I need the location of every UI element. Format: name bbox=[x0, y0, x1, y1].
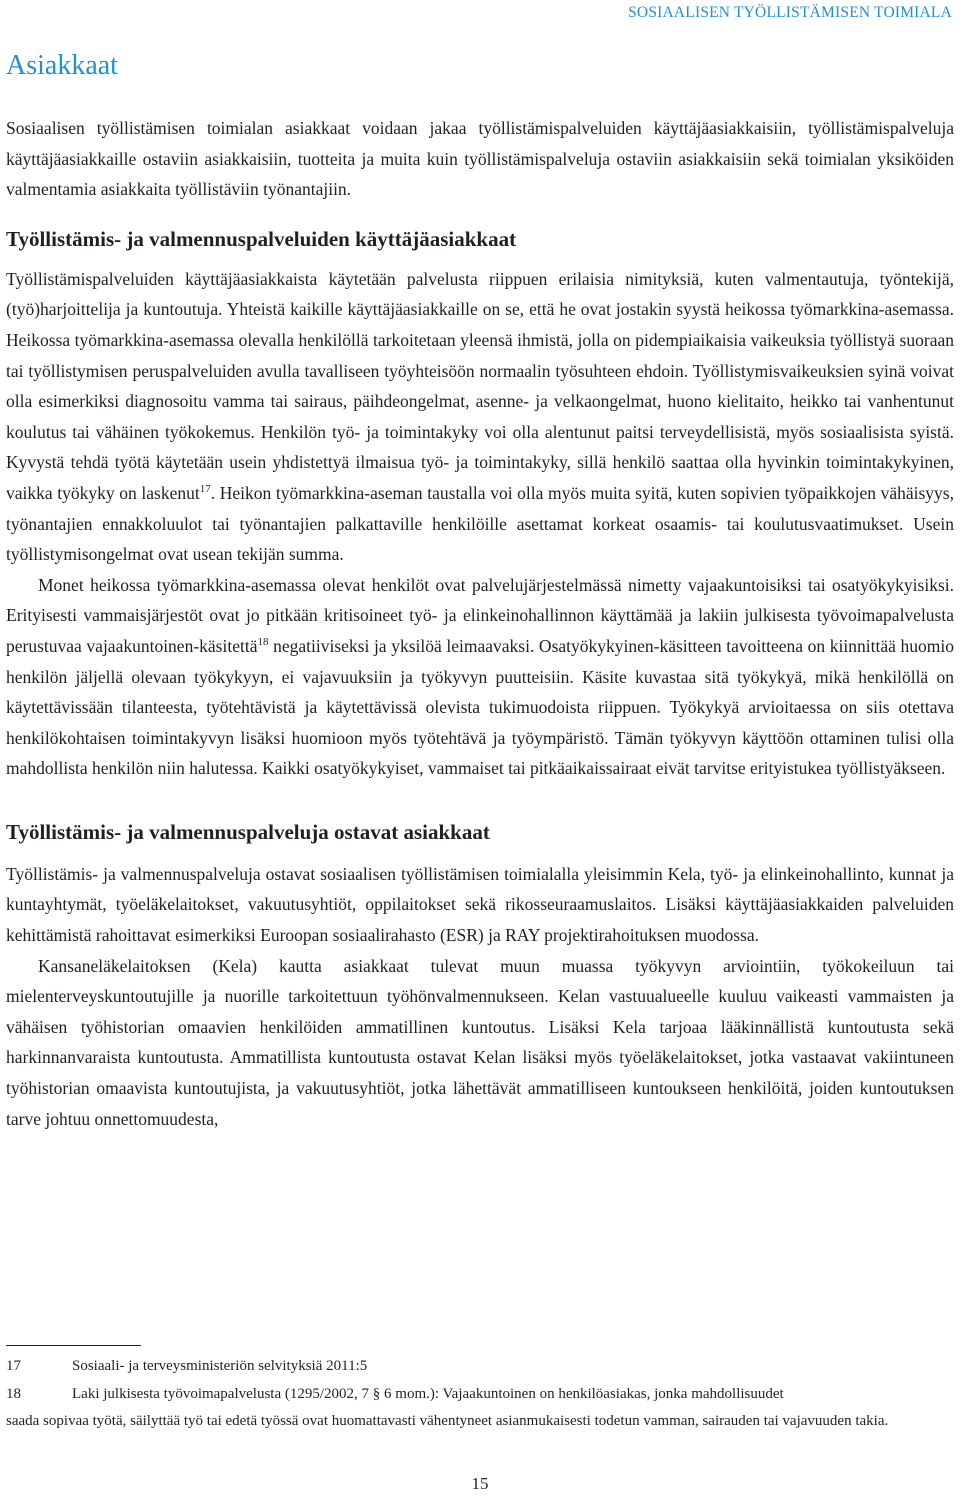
footnote-18 bbox=[6, 1381, 954, 1409]
footnotes bbox=[6, 1353, 954, 1436]
main-content bbox=[6, 113, 954, 1134]
intro-paragraph: Sosiaalisen työllistämisen toimialan asiakkaat voidaan jakaa työllistämispalveluiden käyttäjäasiakkaisiin, työllistämispalveluja käyttäjäasiakkaille ostaviin asiakkaisiin, tuotteita ja muita kuin työllistämispalveluja ostaviin asiakkaisiin sekä toimialan yksiköiden valmentamia asiakkaita työllistäviin työnantajiin. bbox=[6, 118, 954, 200]
section-heading-buying-customers: Työllistämis- ja valmennuspalveluja ostavat asiakkaat bbox=[6, 819, 490, 844]
running-header: SOSIAALISEN TYÖLLISTÄMISEN TOIMIALA bbox=[628, 4, 952, 21]
paragraph-text: Työllistämispalveluiden käyttäjäasiakkaista käytetään palvelusta riippuen erilaisia nimityksiä, kuten valmentautuja, työntekijä, (työ)harjoittelija ja kuntoutuja. Yhteistä kaikille käyttäjäasiakkaille on se, että he ovat jostakin syystä heikossa työmarkkina-asemassa. Heikossa työmarkkina-asemassa olevalla henkilöllä tarkoitetaan yleensä ihmistä, jolla on pidempiaikaisia vaikeuksia työllistyä suoraan tai työllistymisen peruspalveluiden avulla tavalliseen työyhteisöön normaalin työsuhteen ehdoin. Työllistymisvaikeuksien syinä voivat olla esimerkiksi diagnosoitu vamma tai sairaus, päihdeongelmat, asenne- ja velkaongelmat, huono kielitaito, heikko tai vanhentunut koulutus tai vähäinen työkokemus. Henkilön työ- ja toimintakyky voi olla alentunut paitsi terveydellisistä, myös sosiaalisista syistä. Kyvystä tehdä työtä käytetään usein yhdistettyä ilmaisua työ- ja toimintakyky, sillä henkilö saattaa olla hyvinkin toimintakykyinen, vaikka työkyky on laskenut bbox=[6, 268, 954, 503]
section-heading-user-customers: Työllistämis- ja valmennuspalveluiden käyttäjäasiakkaat bbox=[6, 226, 517, 251]
paragraph-text: . Heikon työmarkkina-aseman taustalla voi olla myös muita syitä, kuten sopivien työpaikkojen vähäisyys, työnantajien ennakkoluulot tai työnantajien palkattaville henkilöille asettamat korkeat osaamis- tai koulutusvaatimukset. Usein työllistymisongelmat ovat usean tekijän summa. bbox=[6, 482, 954, 565]
footnote-18-continuation: saada sopivaa työtä, säilyttää työ tai edetä työssä ovat huomattavasti vähentyneet asianmukaisesti todetun vamman, sairauden tai vajavuuden takia. bbox=[6, 1413, 889, 1429]
chapter-title: Asiakkaat bbox=[6, 50, 118, 81]
paragraph-text: negatiiviseksi ja yksilöä leimaavaksi. Osatyökykyinen-käsitteen tavoitteena on kiinnittää huomio henkilön jäljellä olevaan työkykyyn, ei vajavuuksiin ja työkyvyn puutteisiin. Käsite kuvastaa sitä työkykyä, mikä henkilöllä on käytettävissään tilanteesta, työtehtävistä ja käytettävissä olevista tukimuodoista riippuen. Työkykyä arvioitaessa on siis otettava henkilökohtaisen toimintakyvyn lisäksi huomioon myös työtehtävä ja työympäristö. Tämän työkyvyn käyttöön ottaminen tulisi olla mahdollista henkilön niin halutessa. Kaikki osatyökykyiset, vammaiset tai pitkäaikaissairaat eivät tarvitse erityistukea työllistyäkseen. bbox=[6, 635, 954, 779]
footnote-text: Laki julkisesta työvoimapalvelusta (1295/2002, 7 § 6 mom.): Vajaakuntoinen on henkilöasiakas, jonka mahdollisuudet bbox=[72, 1385, 784, 1402]
footnote-ref-17[interactable]: 17 bbox=[199, 482, 211, 495]
footnote-ref-18[interactable]: 18 bbox=[257, 635, 269, 648]
page-number: 15 bbox=[471, 1474, 489, 1493]
paragraph-text: Monet heikossa työmarkkina-asemassa olevat henkilöt ovat palvelujärjestelmässä nimetty vajaakuntoisiksi tai osatyökykyisiksi. Erityisesti vammaisjärjestöt ovat jo pitkään kritisoineet työ- ja elinkeinohallinnon käyttämää ja lakiin julkisesta työvoimapalvelusta perustuvaa vajaakuntoinen-käsitettä bbox=[6, 574, 954, 656]
footnote-17 bbox=[6, 1353, 954, 1381]
section2-paragraph-1: Työllistämis- ja valmennuspalveluja ostavat sosiaalisen työllistämisen toimialalla yleisimmin Kela, työ- ja elinkeinohallinto, kunnat ja kuntayhtymät, työeläkelaitokset, vakuutusyhtiöt, oppilaitokset sekä rikosseuraamuslaitos. Lisäksi käyttäjäasiakkaiden palveluiden kehittämistä rahoittavat esimerkiksi Euroopan sosiaalirahasto (ESR) ja RAY projektirahoituksen muodossa. bbox=[6, 863, 954, 946]
footnote-divider bbox=[6, 1345, 141, 1346]
section1-paragraph-2 bbox=[6, 570, 954, 784]
section1-paragraph-1 bbox=[6, 264, 954, 570]
footnote-number: 18 bbox=[6, 1385, 21, 1402]
footnote-number: 17 bbox=[6, 1358, 21, 1374]
section2-paragraph-2: Kansaneläkelaitoksen (Kela) kautta asiakkaat tulevat muun muassa työkyvyn arviointiin, työkokeiluun tai mielenterveyskuntoutujille ja nuorille tarkoitettuun työhönvalmennukseen. Kelan vastuualueelle kuuluu vaikeasti vammaisten ja vähäisen työhistorian omaavien henkilöiden ammatillinen kuntoutus. Lisäksi Kela tarjoaa lääkinnällistä kuntoutusta sekä harkinnanvaraista kuntoutusta. Ammatillista kuntoutusta ostavat Kelan lisäksi myös työeläkelaitokset, jotka vastaavat vakiintuneen työhistorian omaavista kuntoutujista, ja vakuutusyhtiöt, jotka lähettävät ammatilliseen kuntoukseen henkilöitä, joiden kuntoutuksen tarve johtuu onnettomuudesta, bbox=[6, 955, 954, 1129]
footnote-text: Sosiaali- ja terveysministeriön selvityksiä 2011:5 bbox=[72, 1358, 368, 1374]
